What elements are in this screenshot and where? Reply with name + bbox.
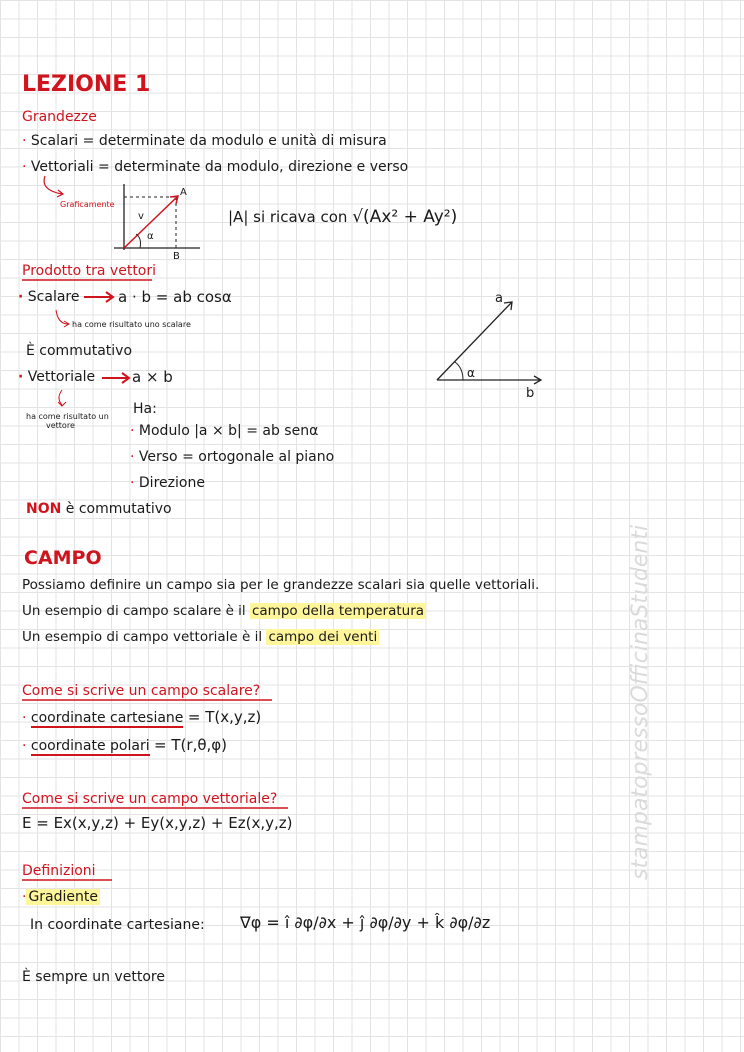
vettoriali-text: Vettoriali = determinate da modulo, direzione e verso: [30, 159, 409, 175]
definizioni-heading: Definizioni: [22, 863, 96, 879]
campo-venti: campo dei venti: [268, 629, 378, 645]
lesson-title: LEZIONE 1: [22, 72, 151, 97]
polari-label: coordinate polari: [30, 738, 150, 754]
vettoriale-note-2: vettore: [46, 421, 75, 430]
cartesiane-formula: = T(x,y,z): [187, 708, 262, 726]
diagram-alpha-label: α: [467, 366, 475, 380]
vettoriale-formula: a × b: [132, 368, 173, 386]
campo-line-1: Possiamo definire un campo sia per le grandezze scalari sia quelle vettoriali.: [22, 577, 540, 593]
scalare-field-heading: Come si scrive un campo scalare?: [22, 683, 261, 699]
gradiente-line: · Gradiente: [22, 889, 99, 905]
vector-v-label: v: [138, 211, 144, 222]
scalare-formula: a · b = ab cosα: [118, 288, 232, 306]
vettoriale-line: · Vettoriale: [18, 369, 96, 385]
verso-item-text: Verso = ortogonale al piano: [138, 449, 335, 465]
scalare-label: Scalare: [27, 289, 80, 305]
watermark: stampatopressoOfficinaStudenti: [628, 524, 653, 880]
scalare-note: ha come risultato uno scalare: [72, 320, 191, 329]
verso-item: · Verso = ortogonale al piano: [130, 449, 335, 465]
polari-formula: = T(r,θ,φ): [154, 736, 228, 754]
diagram-b-label: b: [526, 386, 535, 401]
modulo-line: [228, 208, 457, 226]
non-commutativo-line: [26, 500, 172, 518]
gradiente-formula: ∇φ = î ∂φ/∂x + ĵ ∂φ/∂y + k̂ ∂φ/∂z: [240, 913, 491, 932]
non-rest: è commutativo: [65, 501, 172, 517]
cartesiane-line: · coordinate cartesiane = T(x,y,z): [22, 708, 262, 726]
point-a-label: A: [180, 187, 187, 198]
vettoriale-note-1: ha come risultato un: [26, 412, 109, 421]
direzione-item-text: Direzione: [138, 475, 205, 491]
sempre-vettore-text: È sempre un vettore: [22, 969, 165, 985]
in-coordinate-text: In coordinate cartesiane:: [30, 917, 205, 933]
vettoriale-field-formula: E = Ex(x,y,z) + Ey(x,y,z) + Ez(x,y,z): [22, 814, 293, 832]
commutativo-text: È commutativo: [26, 343, 133, 359]
diagram-a-label: a: [495, 291, 503, 306]
modulo-text: |A| si ricava con: [228, 208, 348, 226]
prodotto-heading: Prodotto tra vettori: [22, 263, 157, 279]
campo-line-2-pre: Un esempio di campo scalare è il: [22, 603, 246, 619]
campo-temperatura: campo della temperatura: [251, 603, 425, 619]
campo-line-3: [22, 628, 379, 646]
modulo-formula: √(Ax² + Ay²): [352, 207, 458, 227]
vettoriale-label: Vettoriale: [27, 369, 96, 385]
vettoriali-line: · Vettoriali = determinate da modulo, direzione e verso: [22, 159, 409, 175]
point-b-label: B: [173, 251, 180, 262]
scalari-line: · Scalari = determinate da modulo e unità di misura: [22, 133, 387, 149]
campo-line-3-pre: Un esempio di campo vettoriale è il: [22, 629, 263, 645]
modulo-item: · Modulo |a × b| = ab senα: [130, 423, 319, 439]
gradiente-label: Gradiente: [28, 889, 99, 905]
campo-heading: CAMPO: [24, 547, 102, 569]
alpha-label: α: [147, 231, 154, 242]
cartesiane-label: coordinate cartesiane: [30, 710, 184, 726]
grandezze-heading: Grandezze: [22, 109, 97, 125]
campo-line-2: [22, 602, 426, 620]
polari-line: · coordinate polari = T(r,θ,φ): [22, 736, 228, 754]
non-label: NON: [26, 501, 62, 517]
vettoriale-field-heading: Come si scrive un campo vettoriale?: [22, 791, 278, 807]
direzione-item: · Direzione: [130, 475, 205, 491]
scalari-text: Scalari = determinate da modulo e unità di misura: [30, 133, 387, 149]
graficamente-label: Graficamente: [60, 200, 115, 209]
modulo-item-text: Modulo |a × b| = ab senα: [138, 423, 319, 439]
ha-label: Ha:: [133, 401, 157, 417]
scalare-line: · Scalare: [18, 289, 80, 305]
